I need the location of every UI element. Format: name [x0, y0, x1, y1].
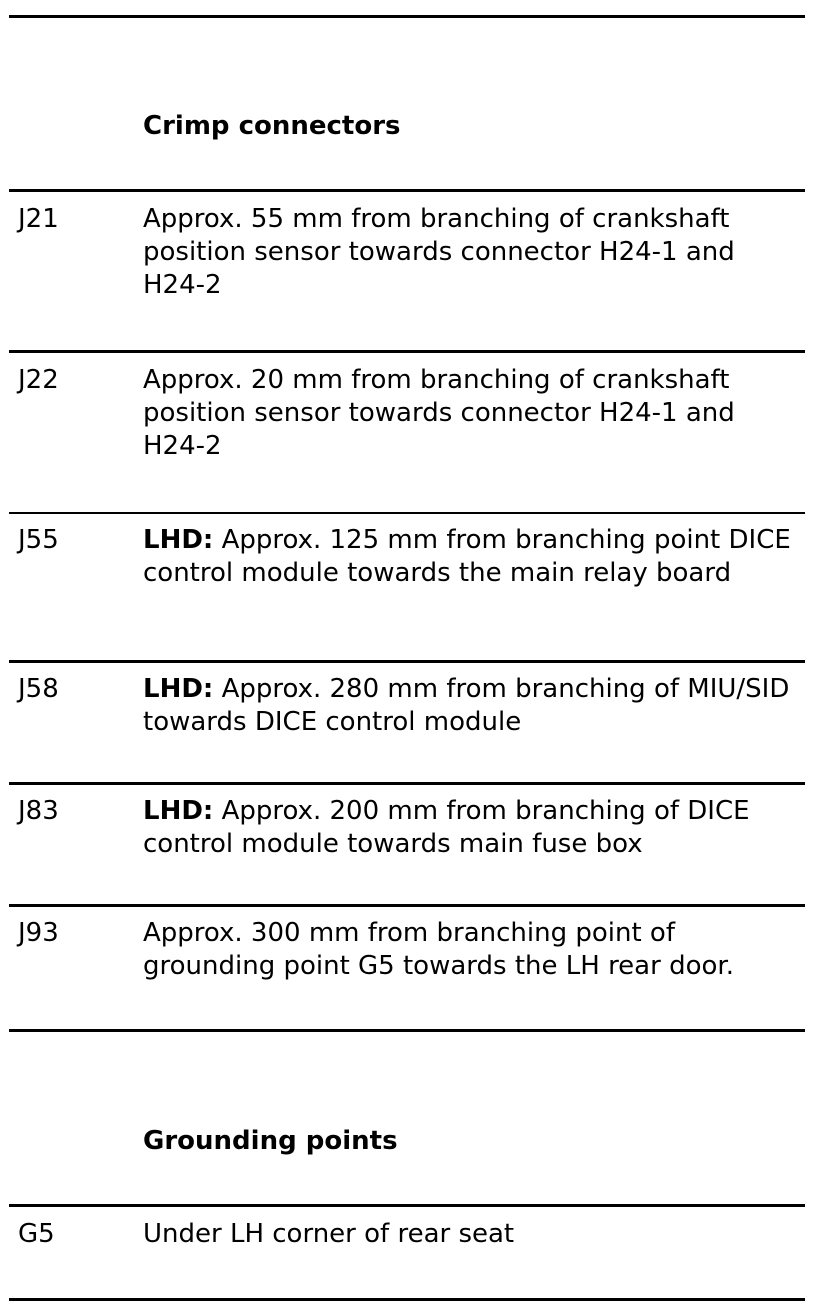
- row-description: [143, 917, 803, 983]
- row-code: J22: [18, 365, 59, 395]
- row-text: Approx. 20 mm from branching of crankshaft position sensor towards connector H24-1 and H24-2: [143, 365, 735, 461]
- divider-j58: [9, 782, 805, 785]
- divider-top: [9, 15, 805, 18]
- row-text: Approx. 200 mm from branching of DICE control module towards main fuse box: [143, 796, 750, 859]
- row-description: [143, 203, 803, 302]
- divider-j21: [9, 350, 805, 353]
- row-code: G5: [18, 1219, 55, 1249]
- divider-j83: [9, 904, 805, 907]
- row-description: [143, 524, 803, 590]
- row-description: [143, 795, 803, 861]
- row-text: Approx. 125 mm from branching point DICE control module towards the main relay board: [143, 525, 791, 588]
- row-code: J21: [18, 204, 59, 234]
- row-text: Approx. 280 mm from branching of MIU/SID towards DICE control module: [143, 674, 790, 737]
- row-text: Approx. 300 mm from branching point of grounding point G5 towards the LH rear door.: [143, 918, 734, 981]
- row-code: J55: [18, 525, 59, 555]
- divider-j22: [9, 512, 805, 514]
- row-text: Under LH corner of rear seat: [143, 1219, 515, 1249]
- row-description: [143, 364, 803, 463]
- divider-bottom: [9, 1298, 805, 1301]
- section-heading-grounding-points: Grounding points: [143, 1126, 398, 1156]
- row-text: Approx. 55 mm from branching of crankshaft position sensor towards connector H24-1 and H24-2: [143, 204, 735, 300]
- row-description: [143, 673, 803, 739]
- row-description: [143, 1218, 803, 1251]
- row-prefix: LHD:: [143, 674, 214, 704]
- row-code: J58: [18, 674, 59, 704]
- row-code: J83: [18, 796, 59, 826]
- row-prefix: LHD:: [143, 796, 214, 826]
- section-heading-crimp-connectors: Crimp connectors: [143, 111, 401, 141]
- divider-j93: [9, 1029, 805, 1032]
- row-code: J93: [18, 918, 59, 948]
- row-prefix: LHD:: [143, 525, 214, 555]
- divider-j55: [9, 660, 805, 663]
- divider-header-grounding: [9, 1204, 805, 1207]
- divider-header-crimp: [9, 189, 805, 192]
